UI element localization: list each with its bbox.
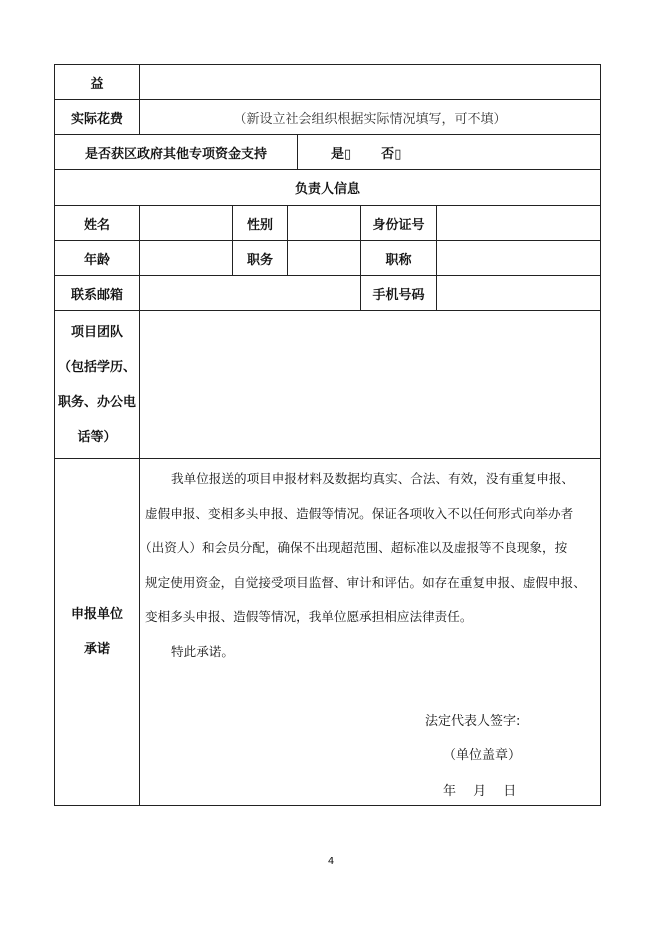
pledge-line: 规定使用资金，自觉接受项目监督、审计和评估。如存在重复申报、虚假申报、 <box>145 574 586 590</box>
yes-option[interactable]: 是▯ <box>331 146 352 162</box>
gender-label: 性别 <box>233 206 288 241</box>
id-label: 身份证号 <box>361 206 437 241</box>
phone-field[interactable] <box>437 276 601 311</box>
actual-cost-label: 实际花费 <box>55 100 140 135</box>
title-label: 职称 <box>361 241 437 276</box>
date-label: 年 月 日 <box>443 784 517 799</box>
actual-cost-field[interactable]: （新设立社会组织根据实际情况填写，可不填） <box>140 100 601 135</box>
position-field[interactable] <box>288 241 361 276</box>
pledge-label-line: 申报单位 <box>70 607 123 622</box>
benefit-field[interactable] <box>140 65 601 100</box>
email-label: 联系邮箱 <box>55 276 140 311</box>
application-form-table <box>54 64 601 806</box>
signature-label: 法定代表人签字: <box>425 714 521 729</box>
page-number: 4 <box>327 856 335 867</box>
pledge-label-line: 承诺 <box>83 642 110 657</box>
pledge-line: 虚假申报、变相多头申报、造假等情况。保证各项收入不以任何形式向举办者 <box>145 505 574 521</box>
pledge-line: 变相多头申报、造假等情况，我单位愿承担相应法律责任。 <box>145 609 473 625</box>
age-field[interactable] <box>140 241 233 276</box>
pledge-line: （出资人）和会员分配，确保不出现超范围、超标准以及虚报等不良现象，按 <box>139 540 568 556</box>
other-funding-options <box>298 135 601 170</box>
name-field[interactable] <box>140 206 233 241</box>
gender-field[interactable] <box>288 206 361 241</box>
title-field[interactable] <box>437 241 601 276</box>
position-label: 职务 <box>233 241 288 276</box>
pledge-text <box>139 462 599 670</box>
pledge-label <box>55 459 140 806</box>
pledge-closing: 特此承诺。 <box>171 643 234 659</box>
section-title: 负责人信息 <box>55 170 601 206</box>
team-label-line: 项目团队 <box>70 324 123 340</box>
team-field[interactable] <box>140 311 601 459</box>
email-field[interactable] <box>140 276 361 311</box>
id-field[interactable] <box>437 206 601 241</box>
age-label: 年龄 <box>55 241 140 276</box>
name-label: 姓名 <box>55 206 140 241</box>
team-label-line: 话等） <box>77 429 117 445</box>
team-label-line: （包括学历、 <box>57 359 136 375</box>
other-funding-label: 是否获区政府其他专项资金支持 <box>55 135 298 170</box>
team-label-line: 职务、办公电 <box>57 394 136 410</box>
benefit-label: 益 <box>55 65 140 100</box>
checkbox-icon: ▯ <box>344 146 352 162</box>
no-option[interactable]: 否▯ <box>381 146 402 162</box>
checkbox-icon: ▯ <box>394 146 402 162</box>
pledge-line: 我单位报送的项目申报材料及数据均真实、合法、有效，没有重复申报、 <box>171 471 574 486</box>
phone-label: 手机号码 <box>361 276 437 311</box>
seal-label: （单位盖章） <box>443 748 522 763</box>
team-label <box>55 311 140 459</box>
